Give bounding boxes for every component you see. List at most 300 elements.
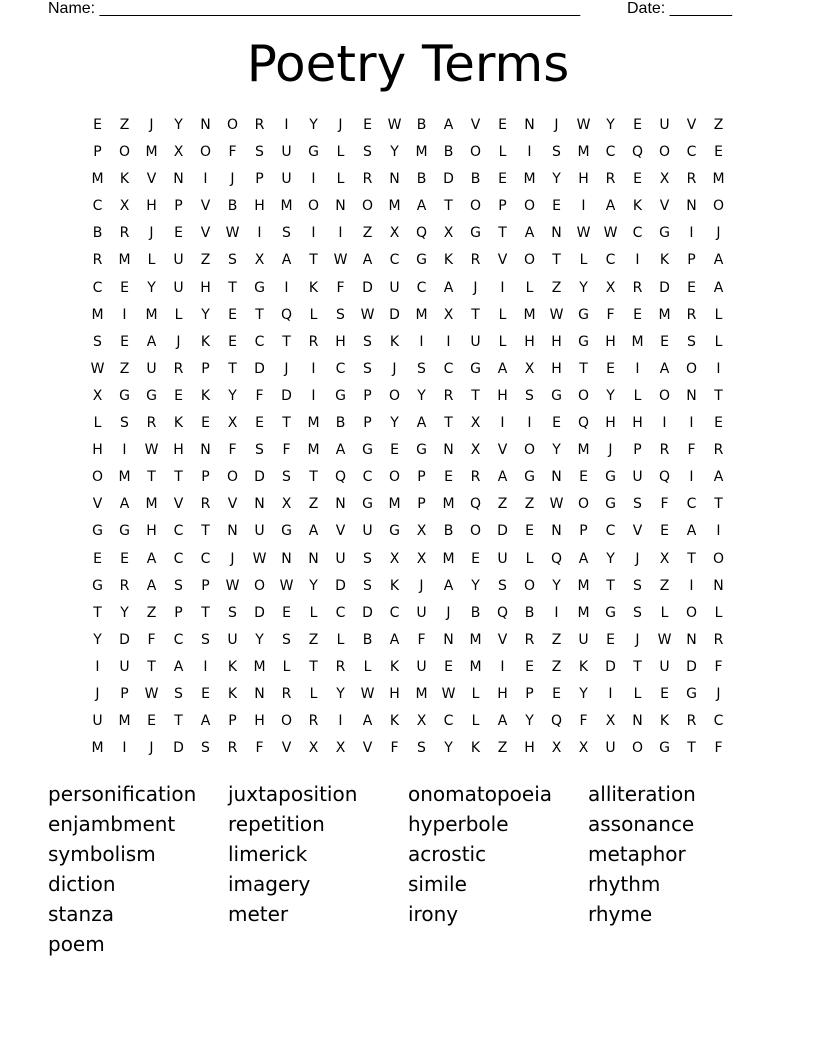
- grid-letter[interactable]: I: [203, 658, 208, 675]
- grid-letter[interactable]: X: [173, 144, 184, 161]
- name-field-line[interactable]: Name: ______________________________________________________: [48, 0, 581, 17]
- grid-letter[interactable]: L: [471, 685, 480, 702]
- grid-letter[interactable]: Z: [146, 604, 157, 621]
- grid-letter[interactable]: X: [389, 550, 400, 567]
- grid-letter[interactable]: G: [551, 387, 562, 404]
- grid-letter[interactable]: A: [416, 415, 427, 432]
- grid-letter[interactable]: D: [686, 658, 697, 675]
- grid-letter[interactable]: Y: [390, 415, 399, 432]
- grid-letter[interactable]: Y: [120, 604, 129, 621]
- grid-letter[interactable]: S: [552, 144, 561, 161]
- grid-letter[interactable]: I: [122, 740, 127, 757]
- grid-letter[interactable]: H: [632, 415, 643, 432]
- grid-letter[interactable]: A: [686, 523, 697, 540]
- grid-letter[interactable]: C: [686, 496, 697, 513]
- grid-letter[interactable]: A: [281, 252, 292, 269]
- grid-letter[interactable]: U: [92, 713, 103, 730]
- grid-letter[interactable]: W: [144, 685, 159, 702]
- grid-letter[interactable]: V: [362, 740, 373, 757]
- grid-letter[interactable]: N: [686, 631, 697, 648]
- grid-letter[interactable]: F: [336, 279, 345, 296]
- grid-letter[interactable]: X: [254, 252, 265, 269]
- grid-letter[interactable]: A: [605, 198, 616, 215]
- grid-letter[interactable]: M: [388, 496, 401, 513]
- grid-letter[interactable]: G: [659, 225, 670, 242]
- grid-letter[interactable]: B: [227, 198, 238, 215]
- grid-letter[interactable]: R: [119, 577, 130, 594]
- grid-letter[interactable]: T: [93, 604, 102, 621]
- grid-letter[interactable]: R: [632, 279, 643, 296]
- grid-letter[interactable]: S: [363, 577, 372, 594]
- grid-letter[interactable]: S: [174, 577, 183, 594]
- grid-letter[interactable]: I: [500, 658, 505, 675]
- grid-letter[interactable]: L: [714, 604, 723, 621]
- grid-letter[interactable]: S: [282, 225, 291, 242]
- grid-letter[interactable]: P: [93, 144, 102, 161]
- grid-letter[interactable]: L: [471, 713, 480, 730]
- grid-letter[interactable]: E: [201, 685, 210, 702]
- grid-letter[interactable]: M: [145, 144, 158, 161]
- grid-letter[interactable]: K: [659, 713, 670, 730]
- grid-letter[interactable]: A: [443, 577, 454, 594]
- grid-letter[interactable]: Y: [174, 117, 183, 133]
- grid-letter[interactable]: Y: [255, 631, 264, 648]
- grid-letter[interactable]: C: [254, 333, 265, 350]
- grid-letter[interactable]: A: [200, 713, 211, 730]
- grid-letter[interactable]: U: [227, 631, 238, 648]
- grid-letter[interactable]: T: [282, 333, 291, 350]
- grid-letter[interactable]: N: [335, 198, 346, 215]
- grid-letter[interactable]: I: [257, 225, 262, 242]
- grid-letter[interactable]: C: [92, 198, 103, 215]
- grid-letter[interactable]: H: [92, 442, 103, 459]
- grid-letter[interactable]: T: [714, 496, 723, 513]
- grid-letter[interactable]: N: [632, 713, 643, 730]
- grid-letter[interactable]: T: [309, 469, 318, 486]
- grid-letter[interactable]: T: [201, 523, 210, 540]
- grid-letter[interactable]: I: [554, 604, 559, 621]
- grid-letter[interactable]: E: [120, 279, 129, 296]
- grid-letter[interactable]: Y: [606, 387, 615, 404]
- grid-letter[interactable]: A: [659, 360, 670, 377]
- grid-letter[interactable]: O: [658, 387, 671, 404]
- grid-letter[interactable]: G: [605, 469, 616, 486]
- grid-letter[interactable]: U: [119, 658, 130, 675]
- grid-letter[interactable]: G: [119, 387, 130, 404]
- grid-letter[interactable]: L: [714, 306, 723, 323]
- grid-letter[interactable]: L: [93, 415, 102, 432]
- grid-letter[interactable]: X: [443, 306, 454, 323]
- grid-letter[interactable]: S: [228, 252, 237, 269]
- grid-letter[interactable]: D: [443, 171, 454, 188]
- grid-letter[interactable]: J: [716, 685, 721, 702]
- grid-letter[interactable]: A: [713, 252, 724, 269]
- grid-letter[interactable]: G: [119, 523, 130, 540]
- grid-letter[interactable]: P: [174, 604, 183, 621]
- grid-letter[interactable]: O: [253, 577, 266, 594]
- grid-letter[interactable]: T: [147, 469, 156, 486]
- grid-letter[interactable]: D: [254, 469, 265, 486]
- grid-letter[interactable]: T: [309, 252, 318, 269]
- grid-letter[interactable]: W: [225, 577, 240, 594]
- grid-letter[interactable]: P: [255, 171, 264, 188]
- grid-letter[interactable]: D: [119, 631, 130, 648]
- grid-letter[interactable]: J: [149, 740, 154, 757]
- grid-letter[interactable]: M: [307, 442, 320, 459]
- grid-letter[interactable]: U: [281, 144, 292, 161]
- grid-letter[interactable]: D: [254, 604, 265, 621]
- grid-letter[interactable]: E: [444, 469, 453, 486]
- grid-letter[interactable]: X: [416, 523, 427, 540]
- grid-letter[interactable]: O: [712, 198, 725, 215]
- grid-letter[interactable]: H: [524, 333, 535, 350]
- grid-letter[interactable]: S: [498, 577, 507, 594]
- grid-letter[interactable]: N: [281, 550, 292, 567]
- grid-letter[interactable]: A: [119, 496, 130, 513]
- grid-letter[interactable]: C: [173, 523, 184, 540]
- grid-letter[interactable]: S: [336, 306, 345, 323]
- grid-letter[interactable]: I: [635, 252, 640, 269]
- grid-letter[interactable]: M: [145, 496, 158, 513]
- grid-letter[interactable]: J: [176, 333, 181, 350]
- grid-letter[interactable]: X: [578, 740, 589, 757]
- grid-letter[interactable]: M: [118, 713, 131, 730]
- grid-letter[interactable]: L: [282, 658, 291, 675]
- grid-letter[interactable]: V: [227, 496, 238, 513]
- grid-letter[interactable]: E: [471, 550, 480, 567]
- grid-letter[interactable]: L: [363, 658, 372, 675]
- grid-letter[interactable]: X: [659, 550, 670, 567]
- grid-letter[interactable]: R: [146, 415, 157, 432]
- grid-letter[interactable]: O: [118, 144, 131, 161]
- grid-letter[interactable]: P: [201, 577, 210, 594]
- grid-letter[interactable]: H: [497, 685, 508, 702]
- grid-letter[interactable]: O: [685, 360, 698, 377]
- grid-letter[interactable]: A: [173, 658, 184, 675]
- grid-letter[interactable]: M: [415, 306, 428, 323]
- grid-letter[interactable]: V: [497, 442, 508, 459]
- grid-letter[interactable]: W: [387, 117, 402, 133]
- grid-letter[interactable]: O: [280, 713, 293, 730]
- grid-letter[interactable]: H: [200, 279, 211, 296]
- grid-letter[interactable]: I: [311, 225, 316, 242]
- grid-letter[interactable]: B: [416, 171, 427, 188]
- grid-letter[interactable]: K: [389, 658, 400, 675]
- grid-letter[interactable]: G: [92, 577, 103, 594]
- grid-letter[interactable]: U: [470, 333, 481, 350]
- grid-letter[interactable]: O: [685, 604, 698, 621]
- grid-letter[interactable]: O: [307, 198, 320, 215]
- grid-letter[interactable]: R: [524, 631, 535, 648]
- grid-letter[interactable]: U: [254, 523, 265, 540]
- grid-letter[interactable]: P: [174, 198, 183, 215]
- grid-letter[interactable]: X: [443, 225, 454, 242]
- grid-letter[interactable]: S: [363, 360, 372, 377]
- grid-letter[interactable]: X: [389, 225, 400, 242]
- grid-letter[interactable]: E: [201, 415, 210, 432]
- grid-letter[interactable]: W: [441, 685, 456, 702]
- grid-letter[interactable]: G: [416, 442, 427, 459]
- grid-letter[interactable]: R: [605, 171, 616, 188]
- grid-letter[interactable]: F: [255, 387, 264, 404]
- grid-letter[interactable]: D: [497, 523, 508, 540]
- grid-letter[interactable]: N: [551, 469, 562, 486]
- grid-letter[interactable]: Y: [444, 740, 453, 757]
- grid-letter[interactable]: S: [363, 550, 372, 567]
- grid-letter[interactable]: U: [416, 658, 427, 675]
- grid-letter[interactable]: K: [173, 415, 184, 432]
- grid-letter[interactable]: Z: [551, 631, 562, 648]
- grid-letter[interactable]: A: [335, 442, 346, 459]
- grid-letter[interactable]: T: [579, 360, 588, 377]
- grid-letter[interactable]: N: [686, 387, 697, 404]
- grid-letter[interactable]: H: [389, 685, 400, 702]
- grid-letter[interactable]: C: [173, 550, 184, 567]
- grid-letter[interactable]: E: [282, 604, 291, 621]
- grid-letter[interactable]: L: [309, 685, 318, 702]
- grid-letter[interactable]: M: [577, 442, 590, 459]
- grid-letter[interactable]: M: [577, 604, 590, 621]
- grid-letter[interactable]: Q: [658, 469, 671, 486]
- grid-letter[interactable]: T: [174, 713, 183, 730]
- grid-letter[interactable]: A: [713, 279, 724, 296]
- grid-letter[interactable]: H: [578, 171, 589, 188]
- grid-letter[interactable]: D: [254, 360, 265, 377]
- grid-letter[interactable]: Y: [390, 144, 399, 161]
- grid-letter[interactable]: Y: [525, 713, 534, 730]
- grid-letter[interactable]: A: [443, 279, 454, 296]
- grid-letter[interactable]: X: [92, 387, 103, 404]
- grid-letter[interactable]: I: [284, 279, 289, 296]
- grid-letter[interactable]: G: [659, 740, 670, 757]
- grid-letter[interactable]: Z: [551, 279, 562, 296]
- grid-letter[interactable]: O: [469, 144, 482, 161]
- grid-letter[interactable]: S: [633, 496, 642, 513]
- grid-letter[interactable]: I: [689, 469, 694, 486]
- grid-letter[interactable]: X: [551, 740, 562, 757]
- grid-letter[interactable]: K: [443, 252, 454, 269]
- grid-letter[interactable]: R: [686, 171, 697, 188]
- grid-letter[interactable]: P: [633, 442, 642, 459]
- grid-letter[interactable]: O: [388, 469, 401, 486]
- grid-letter[interactable]: X: [659, 171, 670, 188]
- grid-letter[interactable]: G: [146, 387, 157, 404]
- grid-letter[interactable]: O: [523, 577, 536, 594]
- grid-letter[interactable]: O: [91, 469, 104, 486]
- grid-letter[interactable]: U: [659, 658, 670, 675]
- grid-letter[interactable]: C: [389, 604, 400, 621]
- grid-letter[interactable]: S: [363, 333, 372, 350]
- grid-letter[interactable]: M: [577, 577, 590, 594]
- grid-letter[interactable]: L: [309, 306, 318, 323]
- grid-letter[interactable]: X: [335, 740, 346, 757]
- grid-letter[interactable]: P: [228, 713, 237, 730]
- grid-letter[interactable]: Y: [606, 550, 615, 567]
- grid-letter[interactable]: K: [227, 685, 238, 702]
- grid-letter[interactable]: Y: [552, 442, 561, 459]
- grid-letter[interactable]: S: [174, 685, 183, 702]
- grid-letter[interactable]: V: [470, 117, 481, 133]
- grid-letter[interactable]: W: [225, 225, 240, 242]
- grid-letter[interactable]: I: [95, 658, 100, 675]
- grid-letter[interactable]: A: [146, 333, 157, 350]
- grid-letter[interactable]: C: [605, 144, 616, 161]
- grid-letter[interactable]: I: [203, 171, 208, 188]
- grid-letter[interactable]: I: [527, 415, 532, 432]
- grid-letter[interactable]: M: [280, 198, 293, 215]
- grid-letter[interactable]: U: [497, 550, 508, 567]
- grid-letter[interactable]: G: [686, 685, 697, 702]
- grid-letter[interactable]: R: [173, 360, 184, 377]
- grid-letter[interactable]: Y: [309, 577, 318, 594]
- grid-letter[interactable]: Z: [119, 360, 130, 377]
- grid-letter[interactable]: Q: [577, 415, 590, 432]
- grid-letter[interactable]: S: [633, 604, 642, 621]
- grid-letter[interactable]: K: [470, 740, 481, 757]
- grid-letter[interactable]: E: [714, 415, 723, 432]
- grid-letter[interactable]: O: [361, 198, 374, 215]
- grid-letter[interactable]: Q: [280, 306, 293, 323]
- grid-letter[interactable]: I: [662, 415, 667, 432]
- grid-letter[interactable]: S: [201, 631, 210, 648]
- grid-letter[interactable]: P: [579, 523, 588, 540]
- grid-letter[interactable]: C: [443, 713, 454, 730]
- grid-letter[interactable]: P: [201, 469, 210, 486]
- grid-letter[interactable]: F: [714, 740, 723, 757]
- grid-letter[interactable]: O: [523, 442, 536, 459]
- grid-letter[interactable]: U: [362, 523, 373, 540]
- grid-letter[interactable]: S: [417, 740, 426, 757]
- grid-letter[interactable]: C: [362, 469, 373, 486]
- grid-letter[interactable]: H: [254, 713, 265, 730]
- grid-letter[interactable]: J: [554, 117, 559, 133]
- grid-letter[interactable]: M: [388, 198, 401, 215]
- grid-letter[interactable]: I: [311, 387, 316, 404]
- grid-letter[interactable]: D: [335, 577, 346, 594]
- grid-letter[interactable]: M: [91, 306, 104, 323]
- grid-letter[interactable]: W: [603, 225, 618, 242]
- grid-letter[interactable]: Z: [308, 496, 319, 513]
- grid-letter[interactable]: C: [416, 279, 427, 296]
- grid-letter[interactable]: M: [631, 333, 644, 350]
- grid-letter[interactable]: O: [469, 523, 482, 540]
- grid-letter[interactable]: I: [689, 415, 694, 432]
- grid-letter[interactable]: M: [307, 415, 320, 432]
- grid-letter[interactable]: W: [144, 442, 159, 459]
- grid-letter[interactable]: T: [687, 740, 696, 757]
- grid-letter[interactable]: H: [605, 333, 616, 350]
- grid-letter[interactable]: Z: [497, 740, 508, 757]
- grid-letter[interactable]: F: [255, 740, 264, 757]
- grid-letter[interactable]: U: [389, 279, 400, 296]
- grid-letter[interactable]: K: [308, 279, 319, 296]
- grid-letter[interactable]: O: [199, 144, 212, 161]
- grid-letter[interactable]: Y: [201, 306, 210, 323]
- grid-letter[interactable]: H: [146, 523, 157, 540]
- grid-letter[interactable]: N: [686, 198, 697, 215]
- grid-letter[interactable]: G: [92, 523, 103, 540]
- grid-letter[interactable]: G: [605, 496, 616, 513]
- grid-letter[interactable]: Z: [119, 117, 130, 133]
- grid-letter[interactable]: W: [657, 631, 672, 648]
- grid-letter[interactable]: I: [635, 360, 640, 377]
- grid-letter[interactable]: O: [631, 740, 644, 757]
- grid-letter[interactable]: U: [659, 117, 670, 133]
- grid-letter[interactable]: A: [578, 550, 589, 567]
- grid-letter[interactable]: S: [201, 740, 210, 757]
- grid-letter[interactable]: I: [689, 577, 694, 594]
- grid-letter[interactable]: N: [200, 442, 211, 459]
- grid-letter[interactable]: A: [416, 198, 427, 215]
- grid-letter[interactable]: I: [122, 306, 127, 323]
- grid-letter[interactable]: Y: [471, 577, 480, 594]
- grid-letter[interactable]: L: [714, 333, 723, 350]
- grid-letter[interactable]: R: [254, 117, 265, 133]
- grid-letter[interactable]: K: [227, 658, 238, 675]
- grid-letter[interactable]: W: [549, 496, 564, 513]
- grid-letter[interactable]: A: [497, 360, 508, 377]
- grid-letter[interactable]: A: [389, 631, 400, 648]
- grid-letter[interactable]: V: [632, 523, 643, 540]
- grid-letter[interactable]: N: [308, 550, 319, 567]
- grid-letter[interactable]: E: [255, 415, 264, 432]
- grid-letter[interactable]: T: [228, 360, 237, 377]
- grid-letter[interactable]: I: [581, 198, 586, 215]
- grid-letter[interactable]: I: [338, 225, 343, 242]
- grid-letter[interactable]: G: [308, 144, 319, 161]
- grid-letter[interactable]: L: [579, 252, 588, 269]
- grid-letter[interactable]: E: [606, 631, 615, 648]
- grid-letter[interactable]: B: [92, 225, 103, 242]
- grid-letter[interactable]: X: [605, 713, 616, 730]
- grid-letter[interactable]: W: [360, 306, 375, 323]
- grid-letter[interactable]: I: [500, 279, 505, 296]
- grid-letter[interactable]: L: [336, 144, 345, 161]
- grid-letter[interactable]: A: [146, 577, 157, 594]
- grid-letter[interactable]: T: [471, 306, 480, 323]
- grid-letter[interactable]: S: [633, 577, 642, 594]
- grid-letter[interactable]: I: [311, 360, 316, 377]
- grid-letter[interactable]: H: [524, 740, 535, 757]
- grid-letter[interactable]: M: [442, 550, 455, 567]
- grid-letter[interactable]: Q: [334, 469, 347, 486]
- grid-letter[interactable]: X: [281, 496, 292, 513]
- grid-letter[interactable]: I: [689, 225, 694, 242]
- grid-letter[interactable]: J: [419, 577, 424, 594]
- grid-letter[interactable]: X: [119, 198, 130, 215]
- grid-letter[interactable]: E: [606, 360, 615, 377]
- grid-letter[interactable]: J: [149, 225, 154, 242]
- grid-letter[interactable]: J: [635, 631, 640, 648]
- grid-letter[interactable]: S: [282, 631, 291, 648]
- grid-letter[interactable]: K: [119, 171, 130, 188]
- grid-letter[interactable]: O: [658, 144, 671, 161]
- grid-letter[interactable]: M: [415, 685, 428, 702]
- grid-letter[interactable]: T: [444, 415, 453, 432]
- grid-letter[interactable]: J: [338, 117, 343, 133]
- grid-letter[interactable]: L: [174, 306, 183, 323]
- grid-letter[interactable]: T: [471, 387, 480, 404]
- grid-letter[interactable]: C: [713, 713, 724, 730]
- grid-letter[interactable]: K: [632, 198, 643, 215]
- grid-letter[interactable]: M: [577, 144, 590, 161]
- grid-letter[interactable]: M: [118, 469, 131, 486]
- grid-letter[interactable]: N: [443, 442, 454, 459]
- grid-letter[interactable]: Q: [631, 144, 644, 161]
- grid-letter[interactable]: E: [552, 415, 561, 432]
- grid-letter[interactable]: K: [389, 333, 400, 350]
- grid-letter[interactable]: C: [200, 550, 211, 567]
